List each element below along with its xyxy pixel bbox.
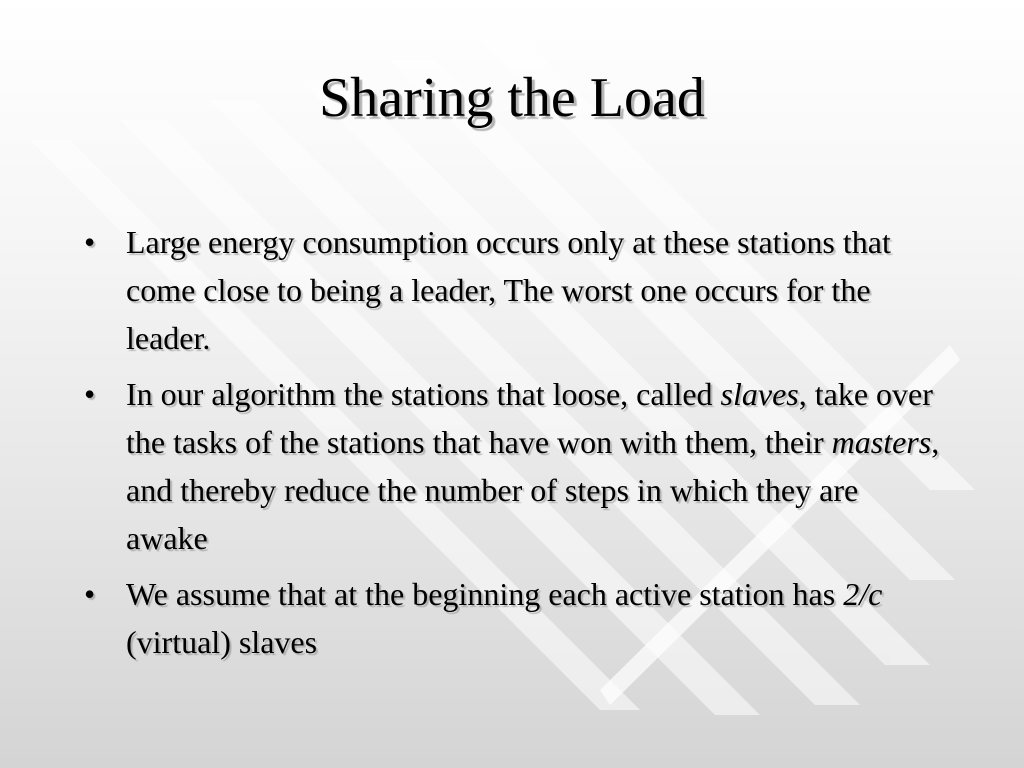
bullet-text: , take over the tasks of the stations that have won with them, their: [126, 376, 933, 460]
bullet-list: [84, 218, 944, 674]
emphasis-ratio: 2/c: [843, 576, 883, 612]
emphasis-masters: masters: [831, 424, 932, 460]
bullet-text: We assume that at the beginning each active station has: [126, 576, 844, 612]
bullet-icon: •: [84, 224, 96, 260]
bullet-item: [84, 570, 944, 666]
bullet-text: (virtual) slaves: [126, 624, 318, 660]
emphasis-slaves: slaves: [720, 376, 799, 412]
bullet-text: , and thereby reduce the number of steps in which they are awake: [126, 424, 940, 556]
bullet-text: In our algorithm the stations that loose, called: [126, 376, 721, 412]
bullet-icon: •: [84, 576, 96, 612]
bullet-item: [84, 218, 944, 362]
slide-title: Sharing the Load: [319, 67, 705, 129]
bullet-item: [84, 370, 944, 562]
bullet-text: Large energy consumption occurs only at these stations that come close to being a leader, The worst one occurs for the leader.: [126, 224, 891, 356]
bullet-icon: •: [84, 376, 96, 412]
